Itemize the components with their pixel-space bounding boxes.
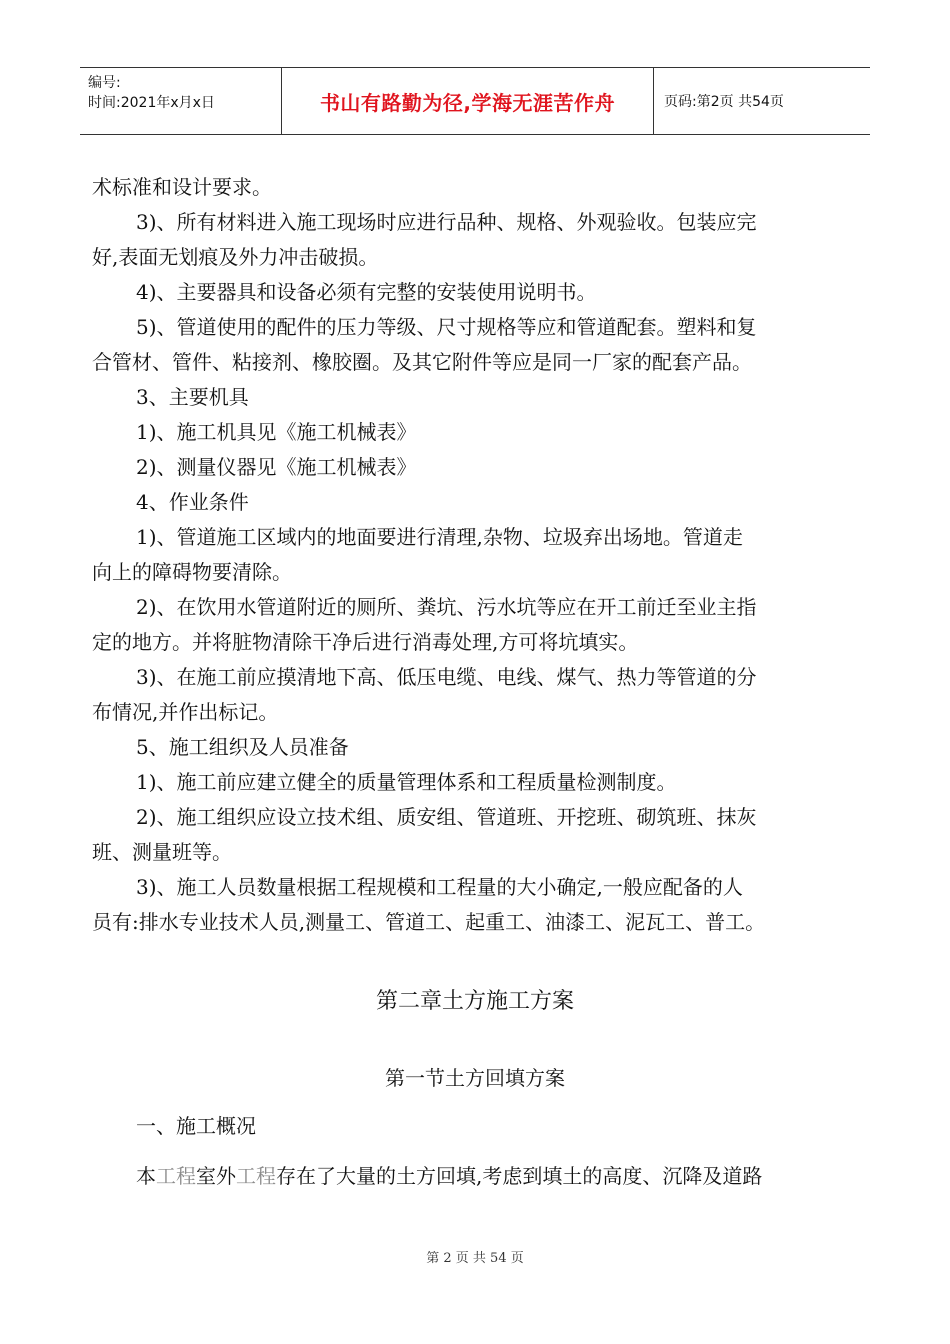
paragraph-line: 员有:排水专业技术人员,测量工、管道工、起重工、油漆工、泥瓦工、普工。 xyxy=(92,910,766,934)
paragraph-line: 2)、施工组织应设立技术组、质安组、管道班、开挖班、砌筑班、抹灰 xyxy=(136,805,757,829)
paragraph-line: 班、测量班等。 xyxy=(92,840,232,864)
header-page-number: 页码:第2页 共54页 xyxy=(664,94,784,110)
section-title: 第一节土方回填方案 xyxy=(385,1066,565,1090)
paragraph-line: 3)、所有材料进入施工现场时应进行品种、规格、外观验收。包装应完 xyxy=(136,210,757,234)
document-time: 时间:2021年x月x日 xyxy=(88,95,215,111)
paragraph-line: 术标准和设计要求。 xyxy=(92,175,272,199)
text-run: 工程 xyxy=(156,1164,196,1188)
paragraph-line: 5)、管道使用的配件的压力等级、尺寸规格等应和管道配套。塑料和复 xyxy=(136,315,757,339)
page-header xyxy=(80,67,870,135)
paragraph-line: 1)、管道施工区域内的地面要进行清理,杂物、垃圾弃出场地。管道走 xyxy=(136,525,743,549)
paragraph-line: 2)、在饮用水管道附近的厕所、粪坑、污水坑等应在开工前迁至业主指 xyxy=(136,595,757,619)
paragraph-line: 4)、主要器具和设备必须有完整的安装使用说明书。 xyxy=(136,280,597,304)
text-run: 室外 xyxy=(196,1164,236,1188)
text-run: 本 xyxy=(136,1164,156,1188)
paragraph-line: 布情况,并作出标记。 xyxy=(92,700,279,724)
page-footer: 第 2 页 共 54 页 xyxy=(426,1251,524,1266)
paragraph-line: 3)、在施工前应摸清地下高、低压电缆、电线、煤气、热力等管道的分 xyxy=(136,665,757,689)
paragraph-line: 3、主要机具 xyxy=(136,385,249,409)
paragraph-line: 2)、测量仪器见《施工机械表》 xyxy=(136,455,417,479)
paragraph-line: 1)、施工前应建立健全的质量管理体系和工程质量检测制度。 xyxy=(136,770,677,794)
header-meta xyxy=(80,68,282,134)
paragraph-line: 1)、施工机具见《施工机械表》 xyxy=(136,420,417,444)
paragraph-line: 5、施工组织及人员准备 xyxy=(136,735,349,759)
paragraph-line: 好,表面无划痕及外力冲击破损。 xyxy=(92,245,379,269)
paragraph-line xyxy=(136,1160,762,1189)
document-number: 编号: xyxy=(88,75,121,91)
paragraph-line: 合管材、管件、粘接剂、橡胶圈。及其它附件等应是同一厂家的配套产品。 xyxy=(92,350,752,374)
paragraph-line: 定的地方。并将脏物清除干净后进行消毒处理,方可将坑填实。 xyxy=(92,630,639,654)
text-run: 工程 xyxy=(236,1164,276,1188)
text-run: 存在了大量的土方回填,考虑到填土的高度、沉降及道路 xyxy=(276,1164,763,1188)
paragraph-line: 4、作业条件 xyxy=(136,490,249,514)
chapter-title: 第二章土方施工方案 xyxy=(375,989,574,1014)
paragraph-line: 3)、施工人员数量根据工程规模和工程量的大小确定,一般应配备的人 xyxy=(136,875,743,899)
paragraph-line: 向上的障碍物要清除。 xyxy=(92,560,292,584)
header-motto: 书山有路勤为径,学海无涯苦作舟 xyxy=(282,68,654,134)
body-text xyxy=(92,170,860,940)
subsection-title: 一、施工概况 xyxy=(136,1114,256,1138)
